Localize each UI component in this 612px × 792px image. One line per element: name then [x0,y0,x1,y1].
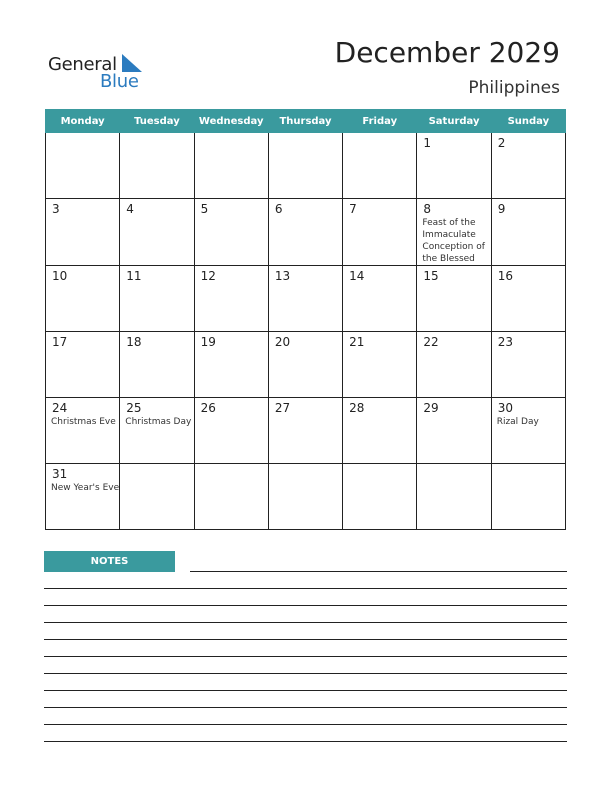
holiday-label: New Year's Eve [51,483,120,493]
day-cell [120,266,194,332]
weekday-header-row [46,110,566,133]
notes-rule-line [44,605,567,606]
day-number: 14 [349,269,365,283]
week-row [46,133,566,199]
notes-rule-line [44,724,567,725]
day-number: 22 [423,335,439,349]
day-cell [268,199,342,266]
day-cell [120,133,194,199]
day-cell [194,398,268,464]
day-cell [268,133,342,199]
day-cell [417,199,491,266]
day-cell [268,398,342,464]
day-number: 13 [274,269,291,283]
day-number: 15 [423,269,439,283]
day-number: 11 [126,269,142,283]
day-cell [46,464,120,530]
day-cell [491,133,565,199]
page-title: December 2029 [334,36,560,69]
week-row [46,332,566,398]
week-row [46,266,566,332]
day-cell [343,133,417,199]
notes-rule-line [44,673,567,674]
day-cell [491,398,565,464]
day-cell [46,266,120,332]
weekday-header: Thursday [268,110,342,133]
day-number: 9 [497,202,506,216]
day-number: 18 [126,335,142,349]
day-cell [268,266,342,332]
country-label: Philippines [468,78,560,98]
day-number: 7 [349,202,357,216]
day-number: 12 [200,269,216,283]
day-number: 19 [200,335,216,349]
day-cell [46,133,120,199]
day-number: 24 [52,401,68,415]
day-number: 6 [274,202,283,216]
day-number: 21 [349,335,365,349]
day-cell [491,199,565,266]
day-number: 2 [497,136,506,150]
notes-rule-line [44,639,567,640]
day-number: 20 [274,335,291,349]
holiday-label: Feast of the Immaculate Conception of the Blessed [422,218,485,264]
day-number: 29 [423,401,439,415]
notes-rule-line [190,571,567,572]
day-cell [46,398,120,464]
day-number: 5 [200,202,209,216]
weekday-header: Sunday [491,110,565,133]
notes-rule-line [44,741,567,742]
day-number: 17 [52,335,68,349]
day-cell [417,398,491,464]
day-number: 25 [126,401,142,415]
day-cell [343,199,417,266]
day-number: 27 [274,401,291,415]
logo-triangle-icon [118,54,142,72]
day-number: 3 [52,202,60,216]
day-cell [268,464,342,530]
day-cell [46,332,120,398]
day-cell [417,266,491,332]
day-number: 30 [497,401,513,415]
notes-rule-line [44,588,567,589]
weekday-header: Tuesday [120,110,194,133]
notes-rule-line [44,656,567,657]
day-number: 31 [52,467,68,481]
day-cell [120,332,194,398]
logo-text-blue: Blue [100,71,139,92]
day-cell [491,332,565,398]
day-cell [491,464,565,530]
generalblue-logo [48,52,148,92]
weekday-header: Saturday [417,110,491,133]
day-number: 16 [497,269,513,283]
day-cell [194,133,268,199]
day-cell [46,199,120,266]
notes-rule-line [44,690,567,691]
day-number: 8 [423,202,432,216]
day-number: 23 [497,335,513,349]
day-cell [343,398,417,464]
day-cell [194,266,268,332]
week-row [46,199,566,266]
day-number: 28 [349,401,365,415]
day-cell [417,332,491,398]
day-cell [194,199,268,266]
day-cell [417,464,491,530]
logo-text-general: General [48,54,117,75]
notes-rule-line [44,622,567,623]
week-row [46,398,566,464]
day-cell [120,199,194,266]
weekday-header: Wednesday [194,110,268,133]
day-number: 10 [52,269,68,283]
day-cell [343,266,417,332]
day-cell [194,464,268,530]
notes-header: NOTES [44,551,175,572]
holiday-label: Christmas Day [125,417,192,427]
weekday-header: Friday [343,110,417,133]
holiday-label: Christmas Eve [51,417,116,427]
day-number: 1 [423,136,432,150]
week-row [46,464,566,530]
notes-rule-line [44,707,567,708]
day-cell [120,464,194,530]
holiday-label: Rizal Day [496,417,539,427]
day-cell [343,464,417,530]
day-cell [268,332,342,398]
weekday-header: Monday [46,110,120,133]
day-cell [417,133,491,199]
day-cell [120,398,194,464]
day-number: 26 [200,401,216,415]
day-number: 4 [126,202,134,216]
day-cell [491,266,565,332]
day-cell [343,332,417,398]
day-cell [194,332,268,398]
calendar-grid [45,109,566,530]
